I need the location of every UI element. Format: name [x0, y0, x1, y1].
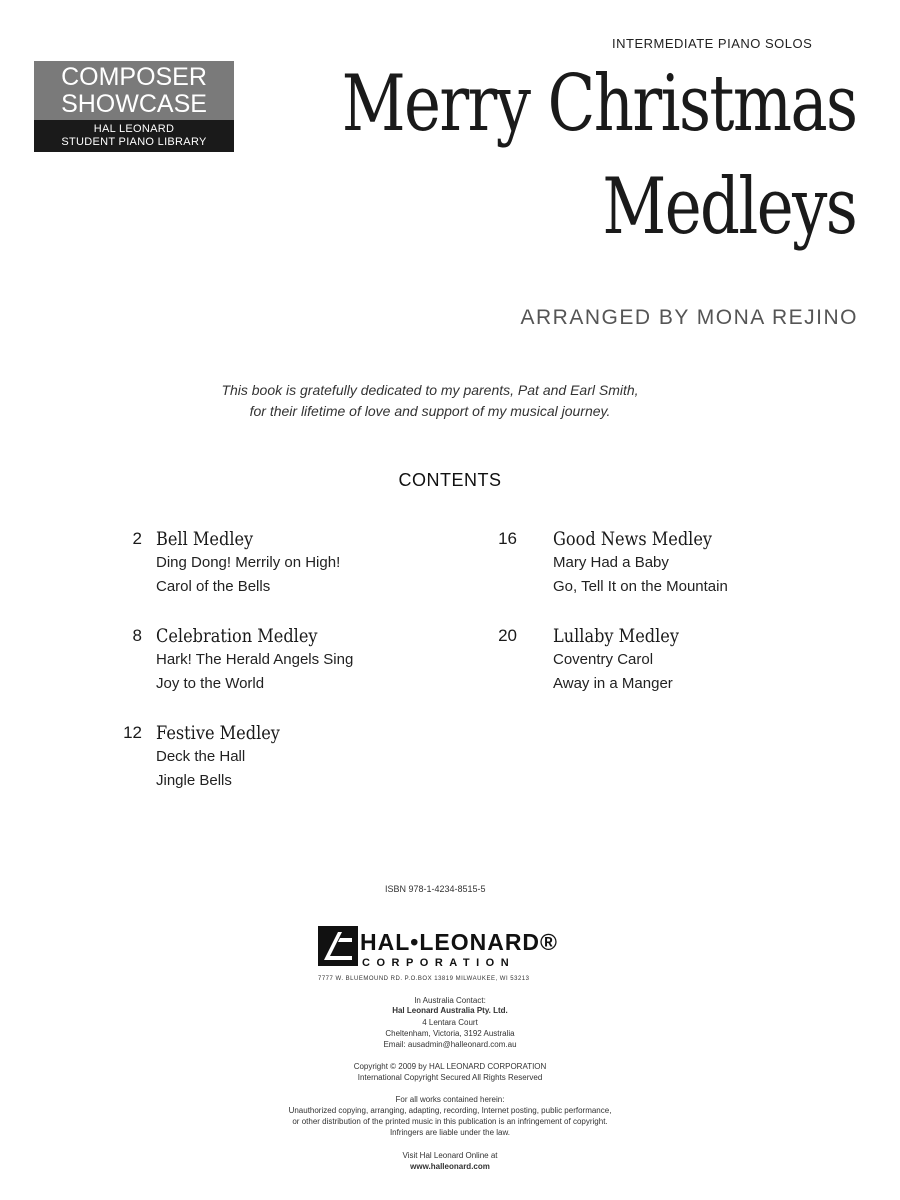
book-title-line1: Merry Christmas [341, 59, 856, 149]
australia-contact-line: In Australia Contact: [414, 996, 486, 1005]
publisher-name: HAL•LEONARD® [360, 929, 558, 955]
badge-bottom [34, 120, 234, 152]
entry-page-number: 2 [132, 529, 142, 548]
entry-page-number: 16 [498, 529, 517, 548]
website-link[interactable]: www.halleonard.com [410, 1162, 490, 1171]
australia-address-line: 4 Lentara Court [422, 1018, 478, 1027]
entry-song: Deck the Hall [156, 748, 246, 765]
hal-leonard-logo-icon [318, 926, 358, 966]
entry-page-number: 8 [132, 626, 142, 645]
entry-page-number: 12 [123, 723, 142, 742]
legal-line: Infringers are liable under the law. [389, 1128, 511, 1137]
entry-medley-title: Good News Medley [553, 528, 713, 550]
copyright-line: International Copyright Secured All Rights Reserved [357, 1073, 543, 1082]
series-label: INTERMEDIATE PIANO SOLOS [612, 36, 813, 51]
entry-song: Coventry Carol [553, 651, 654, 668]
badge-line-showcase: SHOWCASE [61, 90, 207, 118]
publisher-address: 7777 W. BLUEMOUND RD. P.O.BOX 13819 MILWAUKEE, WI 53213 [318, 976, 530, 982]
entry-medley-title: Festive Medley [156, 722, 280, 744]
entry-song: Ding Dong! Merrily on High! [156, 554, 341, 571]
australia-company: Hal Leonard Australia Pty. Ltd. [392, 1006, 508, 1015]
entry-song: Away in a Manger [553, 675, 673, 692]
badge-line-composer: COMPOSER [61, 63, 207, 91]
australia-address-line: Cheltenham, Victoria, 3192 Australia [385, 1029, 515, 1038]
entry-song: Jingle Bells [156, 772, 232, 789]
entry-page-number: 20 [498, 626, 517, 645]
arranger-credit: ARRANGED BY MONA REJINO [520, 306, 858, 329]
entry-song: Mary Had a Baby [553, 554, 669, 571]
isbn: ISBN 978-1-4234-8515-5 [385, 884, 486, 894]
dedication-line-2: for their lifetime of love and support of my musical journey. [249, 403, 611, 419]
copyright-line: Copyright © 2009 by HAL LEONARD CORPORATION [353, 1062, 547, 1071]
book-title-line2: Medleys [602, 162, 856, 252]
composer-showcase-badge [34, 61, 234, 152]
contents-heading: CONTENTS [398, 470, 502, 490]
legal-line: Unauthorized copying, arranging, adapting, recording, Internet posting, public performance, [288, 1106, 612, 1115]
entry-song: Hark! The Herald Angels Sing [156, 651, 354, 668]
entry-medley-title: Celebration Medley [156, 625, 318, 647]
publisher-sub: CORPORATION [362, 957, 516, 969]
entry-song: Joy to the World [156, 675, 265, 692]
dedication-line-1: This book is gratefully dedicated to my parents, Pat and Earl Smith, [221, 382, 639, 398]
badge-line-hal-leonard: HAL LEONARD [93, 123, 175, 135]
legal-line: or other distribution of the printed music in this publication is an infringement of copyright. [292, 1117, 608, 1126]
australia-email: Email: ausadmin@halleonard.com.au [383, 1040, 517, 1049]
badge-line-library: STUDENT PIANO LIBRARY [61, 136, 207, 148]
legal-line: For all works contained herein: [395, 1095, 505, 1104]
badge-top [34, 61, 234, 120]
entry-medley-title: Bell Medley [156, 528, 254, 550]
visit-line: Visit Hal Leonard Online at [402, 1151, 498, 1160]
entry-medley-title: Lullaby Medley [553, 625, 679, 647]
entry-song: Go, Tell It on the Mountain [553, 578, 728, 595]
dedication [0, 380, 860, 422]
entry-song: Carol of the Bells [156, 578, 271, 595]
